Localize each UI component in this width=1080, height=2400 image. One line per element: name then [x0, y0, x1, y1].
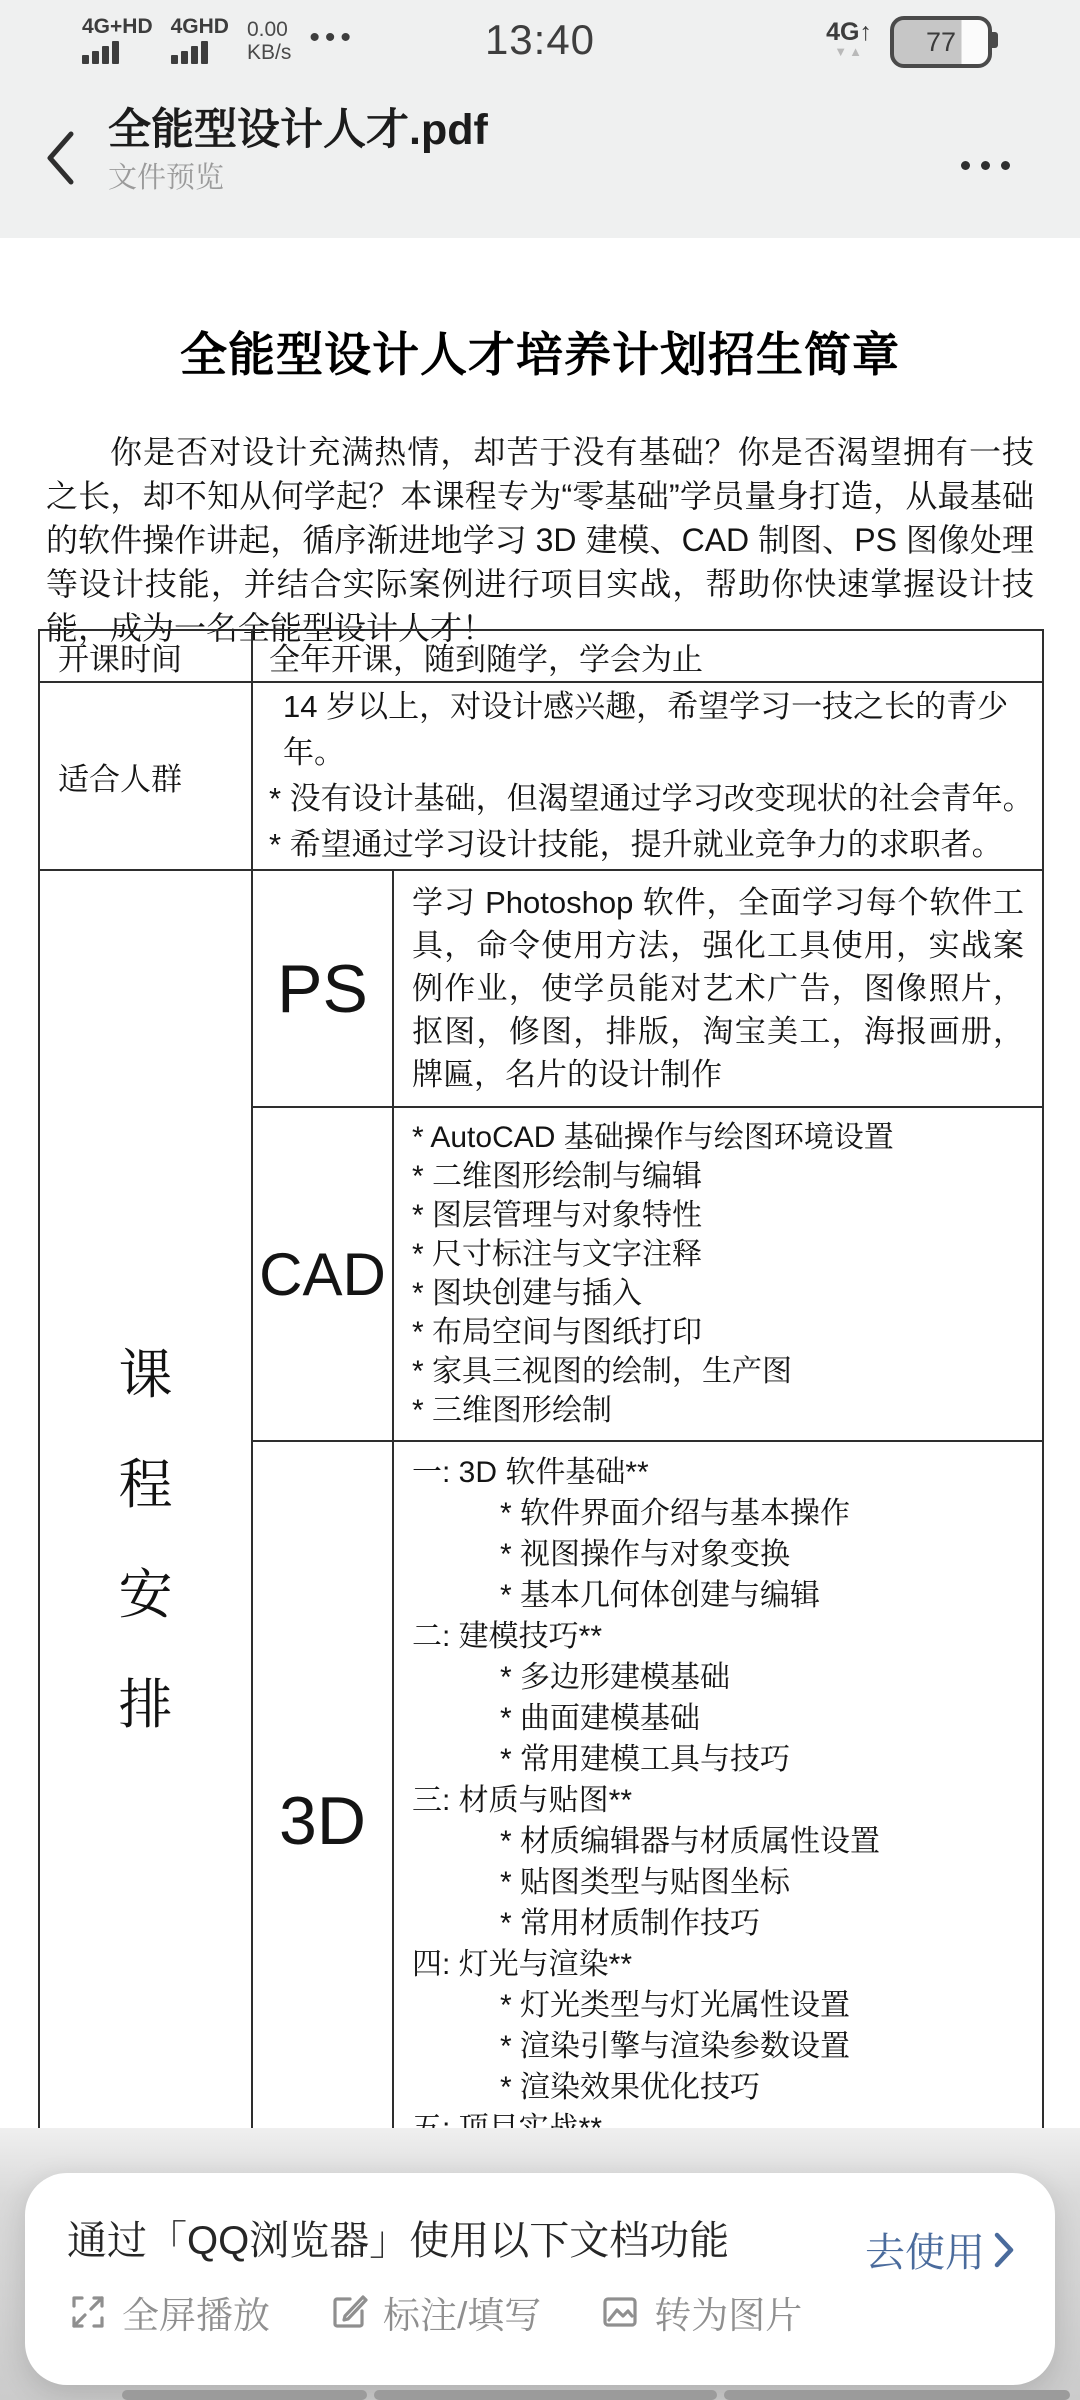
sim1-network-type: 4G+HD [82, 15, 153, 38]
clock: 13:40 [484, 16, 596, 63]
row-value: 全年开课，随到随学，学会为止 [252, 630, 1043, 682]
file-subtitle: 文件预览 [108, 162, 225, 194]
feature-label: 标注/填写 [383, 2295, 542, 2336]
table-row [39, 870, 1043, 1107]
document-feature-buttons [67, 2285, 802, 2339]
feature-label: 转为图片 [654, 2295, 803, 2336]
file-title-group [108, 102, 488, 198]
qq-browser-promo-sheet [25, 2173, 1055, 2385]
text-line: * 材质编辑器与材质属性设置 [500, 1825, 881, 1858]
text-line: * 常用材质制作技巧 [500, 1907, 761, 1940]
course-name-ps: PS [252, 870, 393, 1107]
row-label: 适合人群 [39, 682, 252, 870]
text-line: * 图块创建与插入 [412, 1277, 643, 1310]
chevron-right-icon [993, 2231, 1015, 2269]
speed-unit: KB/s [246, 41, 292, 64]
course-schedule-label: 课 程 安 排 [39, 870, 252, 2201]
text-line: * 图层管理与对象特性 [412, 1199, 703, 1232]
text-line: * 渲染效果优化技巧 [500, 2071, 761, 2104]
text-line: * 家具三视图的绘制，生产图 [412, 1355, 793, 1388]
table-row [39, 682, 1043, 870]
row-label: 开课时间 [39, 630, 252, 682]
annotate-fill-button[interactable] [328, 2285, 541, 2339]
pdf-viewport[interactable] [0, 238, 1080, 2128]
text-line: * 视图操作与对象变换 [500, 1538, 791, 1571]
status-right [826, 16, 992, 68]
course-content-ps: 学习 Photoshop 软件，全面学习每个软件工具，命令使用方法，强化工具使用，实战案例作业，使学员能对艺术广告，图像照片，抠图，修图，排版，淘宝美工，海报画册，牌匾，名片的设计制作 [393, 870, 1043, 1107]
text-line: * 贴图类型与贴图坐标 [500, 1866, 791, 1899]
background-bar [122, 2390, 367, 2400]
status-bar [0, 0, 1080, 80]
text-line: 二: 建模技巧** [412, 1620, 603, 1653]
text-line: * 二维图形绘制与编辑 [412, 1160, 703, 1193]
course-content-3d [393, 1441, 1043, 2201]
chevron-left-icon [43, 129, 77, 187]
text-line: 四: 灯光与渲染** [412, 1948, 633, 1981]
background-bar [724, 2390, 1070, 2400]
document-intro: 你是否对设计充满热情，却苦于没有基础？你是否渴望拥有一技之长，却不知从何学起？本课程专为“零基础”学员量身打造，从最基础的软件操作讲起，循序渐进地学习 3D 建模、CAD 制图、PS 图像处理等设计技能，并结合实际案例进行项目实战，帮助你快速掌握设计技能，成为一名全能型设计人才！ [46, 434, 1034, 646]
course-name-3d: 3D [252, 1441, 393, 2201]
text-line: * 三维图形绘制 [412, 1394, 613, 1427]
sim2-network-type: 4GHD [170, 15, 229, 38]
title-bar [0, 80, 1080, 239]
text-line: * AutoCAD 基础操作与绘图环境设置 [412, 1121, 894, 1154]
speed-value: 0.00 [246, 18, 288, 41]
fullscreen-play-button[interactable] [67, 2285, 270, 2339]
row-value [252, 682, 1043, 870]
course-table [38, 629, 1044, 2202]
text-line: * 没有设计基础，但渴望通过学习改变现状的社会青年。 [269, 781, 1034, 816]
text-line: * 灯光类型与灯光属性设置 [500, 1989, 851, 2022]
text-line: * 曲面建模基础 [500, 1702, 701, 1735]
text-line: * 基本几何体创建与编辑 [500, 1579, 821, 1612]
data-network-indicator: 4G↑ ▼▲ [826, 18, 872, 59]
text-line: * 尺寸标注与文字注释 [412, 1238, 703, 1271]
text-line: 三: 材质与贴图** [412, 1784, 633, 1817]
document-title: 全能型设计人才培养计划招生简章 [180, 328, 900, 381]
sheet-title: 通过「QQ浏览器」使用以下文档功能 [67, 2219, 730, 2263]
text-line: * 常用建模工具与技巧 [500, 1743, 791, 1776]
text-line: * 希望通过学习设计技能，提升就业竞争力的求职者。 [269, 827, 1003, 862]
text-line: * 软件界面介绍与基本操作 [500, 1497, 851, 1530]
battery-percent: 77 [925, 26, 957, 57]
back-button[interactable] [30, 118, 90, 198]
feature-label: 全屏播放 [122, 2295, 270, 2336]
text-line: * 渲染引擎与渲染参数设置 [500, 2030, 851, 2063]
more-horizontal-icon [961, 161, 970, 170]
status-more-dots-icon: ••• [309, 21, 356, 54]
go-use-button[interactable] [865, 2221, 1015, 2278]
course-name-cad: CAD [252, 1107, 393, 1441]
go-use-label: 去使用 [865, 2231, 985, 2275]
more-menu-button[interactable] [940, 140, 1030, 190]
background-bar [374, 2390, 717, 2400]
convert-to-image-button[interactable] [599, 2285, 802, 2339]
fullscreen-icon [67, 2291, 109, 2333]
text-line: 14 岁以上，对设计感兴趣，希望学习一技之长的青少年。 [283, 689, 1009, 770]
text-line: 一: 3D 软件基础** [412, 1456, 649, 1489]
to-image-icon [599, 2291, 641, 2333]
text-line: * 布局空间与图纸打印 [412, 1316, 703, 1349]
annotate-icon [328, 2291, 370, 2333]
course-content-cad [393, 1107, 1043, 1441]
text-line: * 多边形建模基础 [500, 1661, 731, 1694]
table-row [39, 630, 1043, 682]
battery-icon [890, 16, 992, 68]
background-app-bars [0, 2388, 1080, 2400]
file-title: 全能型设计人才.pdf [108, 106, 488, 154]
